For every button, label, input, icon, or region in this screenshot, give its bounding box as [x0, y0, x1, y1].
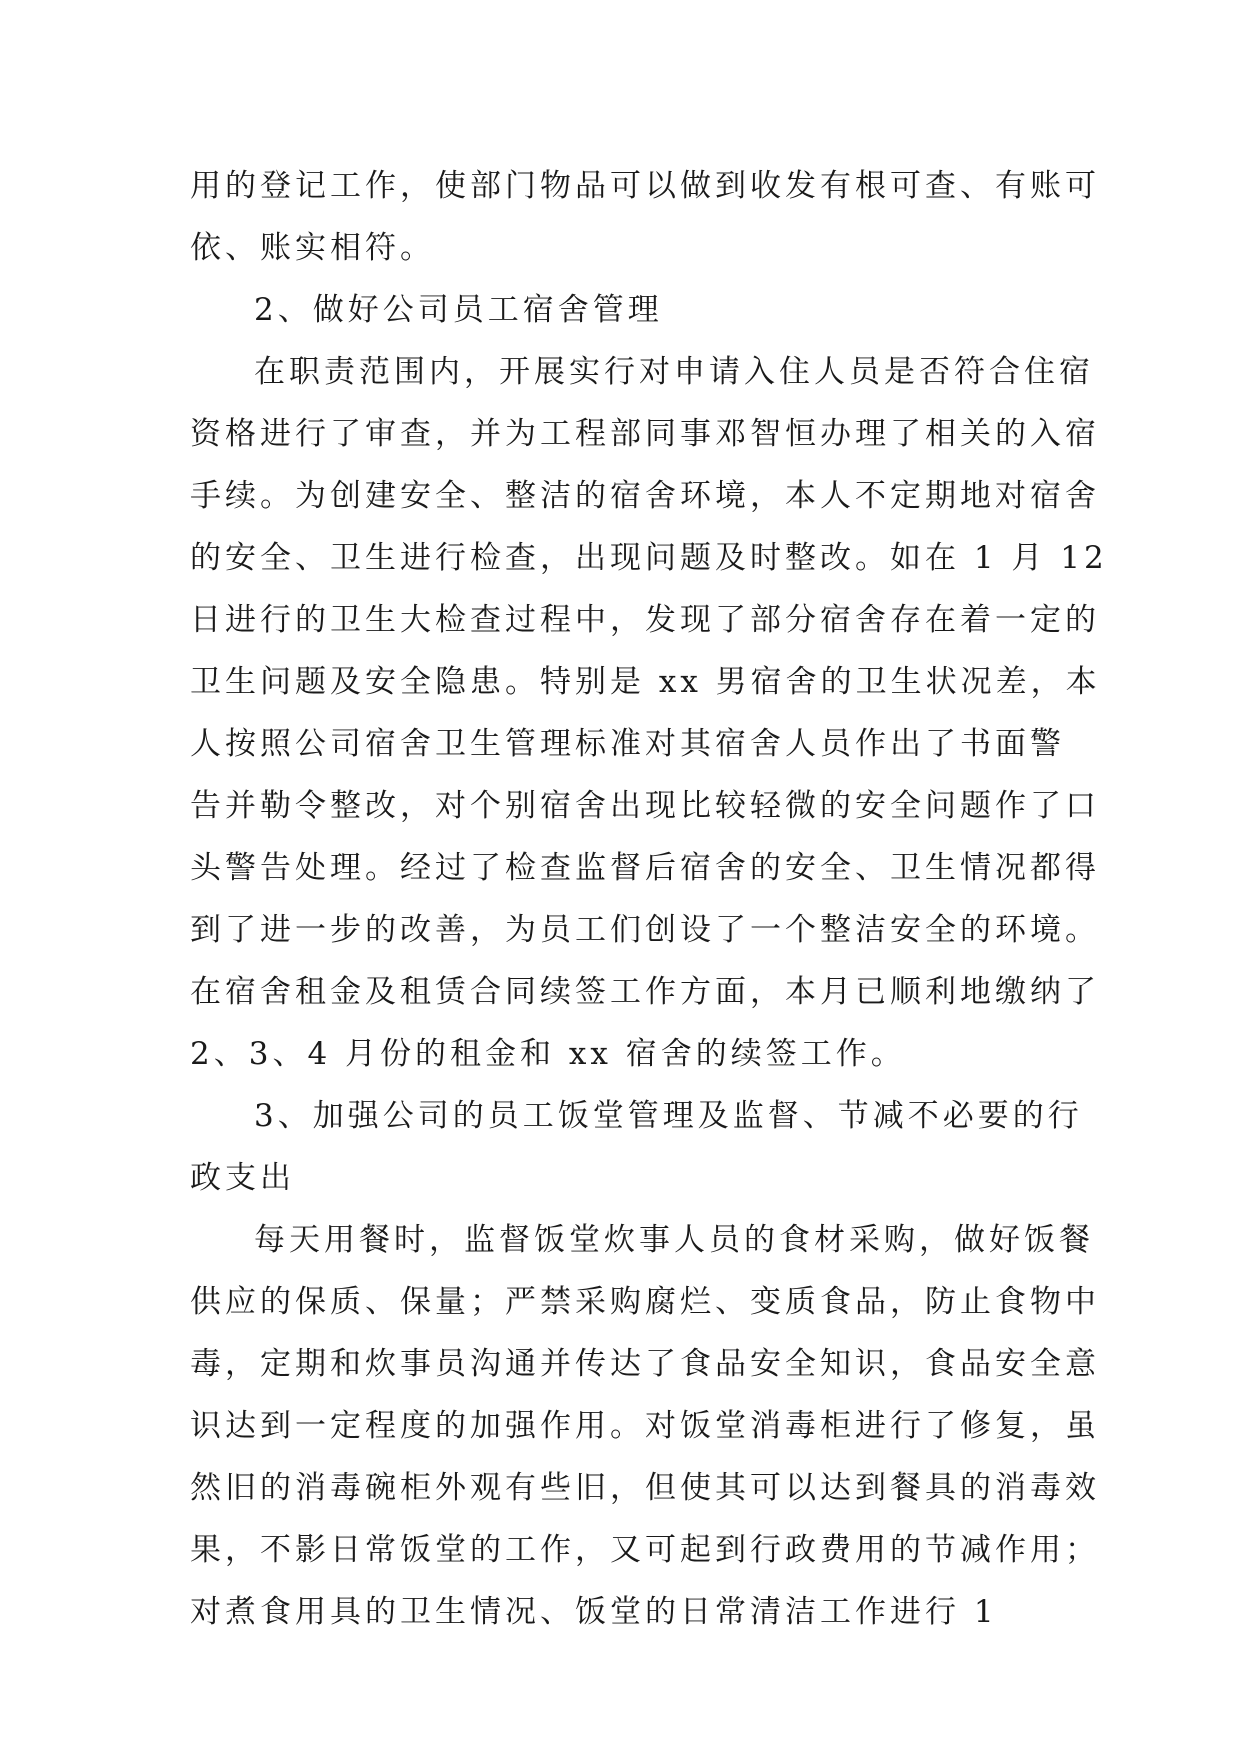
text-line: 供应的保质、保量；严禁采购腐烂、变质食品，防止食物中	[190, 1284, 1100, 1320]
text-line: 人按照公司宿舍卫生管理标准对其宿舍人员作出了书面警	[190, 726, 1065, 762]
text-line: 依、账实相符。	[190, 230, 435, 266]
text-line: 日进行的卫生大检查过程中，发现了部分宿舍存在着一定的	[190, 602, 1100, 638]
text-line: 政支出	[190, 1160, 295, 1196]
text-line: 的安全、卫生进行检查，出现问题及时整改。如在 1 月 12	[190, 540, 1108, 576]
text-line: 然旧的消毒碗柜外观有些旧，但使其可以达到餐具的消毒效	[190, 1470, 1100, 1506]
text-line: 资格进行了审查，并为工程部同事邓智恒办理了相关的入宿	[190, 416, 1100, 452]
text-line: 手续。为创建安全、整洁的宿舍环境，本人不定期地对宿舍	[190, 478, 1100, 514]
text-line: 2、3、4 月份的租金和 xx 宿舍的续签工作。	[190, 1036, 906, 1072]
text-line: 对煮食用具的卫生情况、饭堂的日常清洁工作进行 1	[190, 1594, 998, 1630]
document-body	[190, 155, 1108, 1643]
paragraph-start-line: 每天用餐时，监督饭堂炊事人员的食材采购，做好饭餐	[254, 1222, 1094, 1258]
paragraph-start-line: 在职责范围内，开展实行对申请入住人员是否符合住宿	[254, 354, 1094, 390]
text-line: 到了进一步的改善，为员工们创设了一个整洁安全的环境。	[190, 912, 1100, 948]
section-heading: 3、加强公司的员工饭堂管理及监督、节减不必要的行	[254, 1098, 1083, 1134]
text-line: 果，不影日常饭堂的工作，又可起到行政费用的节减作用；	[190, 1532, 1100, 1568]
text-line: 识达到一定程度的加强作用。对饭堂消毒柜进行了修复，虽	[190, 1408, 1100, 1444]
text-line: 告并勒令整改，对个别宿舍出现比较轻微的安全问题作了口	[190, 788, 1100, 824]
text-line: 卫生问题及安全隐患。特别是 xx 男宿舍的卫生状况差，本	[190, 664, 1101, 700]
text-line: 头警告处理。经过了检查监督后宿舍的安全、卫生情况都得	[190, 850, 1100, 886]
section-heading: 2、做好公司员工宿舍管理	[254, 292, 663, 328]
text-line: 在宿舍租金及租赁合同续签工作方面，本月已顺利地缴纳了	[190, 974, 1100, 1010]
text-line: 毒，定期和炊事员沟通并传达了食品安全知识，食品安全意	[190, 1346, 1100, 1382]
text-line: 用的登记工作，使部门物品可以做到收发有根可查、有账可	[190, 168, 1100, 204]
